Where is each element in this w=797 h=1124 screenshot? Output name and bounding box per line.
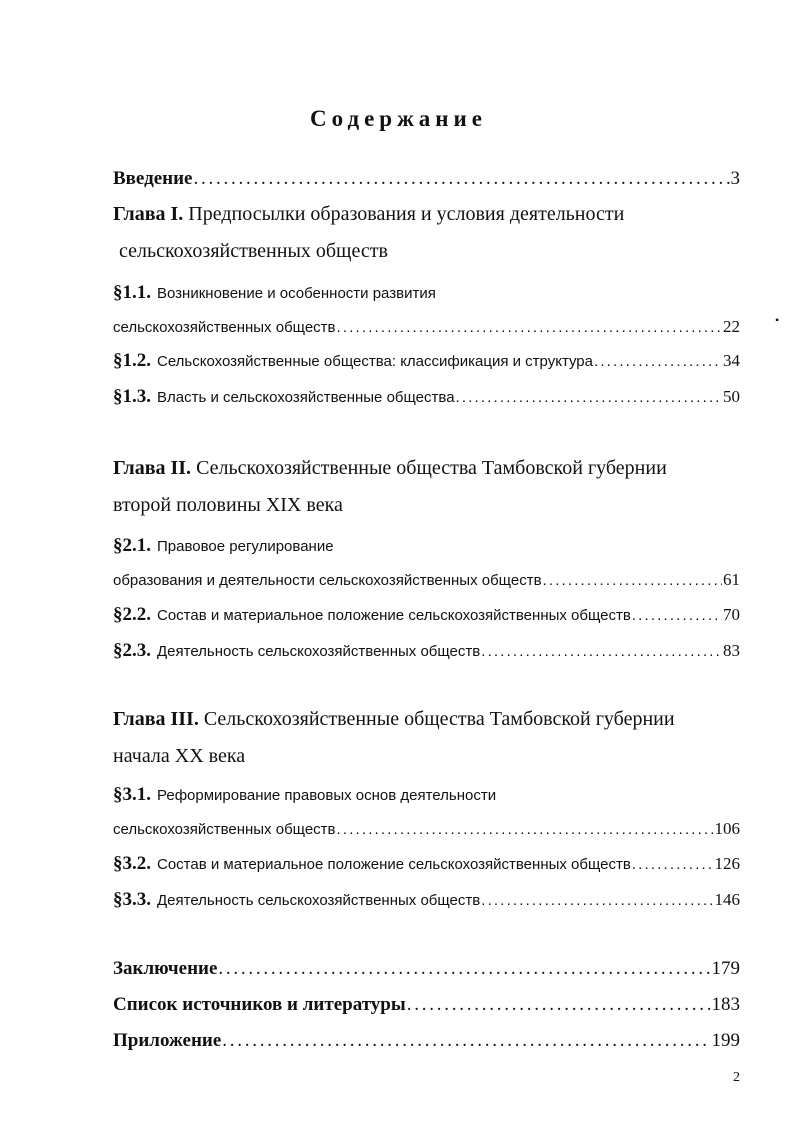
toc-label: Приложение — [113, 1030, 222, 1051]
toc-entry-sources[interactable] — [113, 994, 740, 1016]
section-title-cont: сельскохозяйственных обществ — [113, 319, 336, 336]
section-number: §2.3. — [113, 640, 151, 661]
toc-page: 50 — [723, 387, 740, 406]
toc-label: Список источников и литературы — [113, 994, 406, 1015]
dot-leader — [456, 389, 722, 406]
section-number: §1.2. — [113, 350, 151, 371]
section-title-cont: сельскохозяйственных обществ — [113, 821, 336, 838]
section-title: Правовое регулирование — [157, 538, 334, 555]
chapter-label: Глава II. — [113, 457, 192, 479]
chapter-title: Сельскохозяйственные общества Тамбовской губернии — [203, 708, 675, 730]
toc-label: Введение — [113, 168, 193, 189]
section-3-1[interactable] — [113, 784, 496, 806]
dot-leader — [222, 1030, 710, 1052]
toc-entry-appendix[interactable] — [113, 1030, 740, 1052]
chapter-label: Глава I. — [113, 203, 184, 225]
toc-page: 22 — [723, 317, 740, 336]
chapter-1-heading[interactable] — [113, 203, 624, 226]
section-number: §1.3. — [113, 386, 151, 407]
section-3-3[interactable] — [113, 889, 740, 911]
section-1-1-cont[interactable] — [113, 317, 740, 337]
chapter-1-heading-cont: сельскохозяйственных обществ — [119, 240, 388, 262]
chapter-title: Предпосылки образования и условия деятельности — [188, 203, 625, 225]
dot-leader — [194, 168, 730, 190]
scan-speck: • — [775, 313, 780, 327]
dot-leader — [407, 994, 711, 1016]
toc-entry-conclusion[interactable] — [113, 958, 740, 980]
dot-leader — [543, 572, 722, 589]
toc-page: 183 — [711, 994, 740, 1015]
section-title: Реформирование правовых основ деятельности — [157, 787, 497, 804]
chapter-title: Сельскохозяйственные общества Тамбовской губернии — [196, 457, 667, 479]
toc-page: 146 — [714, 890, 740, 909]
section-title: Сельскохозяйственные общества: классификация и структура — [157, 353, 593, 370]
toc-entry-intro[interactable] — [113, 168, 740, 190]
section-2-1-cont[interactable] — [113, 570, 740, 590]
section-number: §3.3. — [113, 889, 151, 910]
dot-leader — [632, 856, 714, 873]
chapter-label: Глава III. — [113, 708, 199, 730]
section-number: §2.1. — [113, 535, 151, 556]
section-number: §3.2. — [113, 853, 151, 874]
dot-leader — [594, 353, 722, 370]
dot-leader — [481, 643, 722, 660]
dot-leader — [337, 319, 722, 336]
section-title: Власть и сельскохозяйственные общества — [157, 389, 455, 406]
section-1-2[interactable] — [113, 350, 740, 372]
toc-page: 70 — [723, 605, 740, 624]
section-3-1-cont[interactable] — [113, 819, 740, 839]
toc-page: 106 — [714, 819, 740, 838]
section-1-3[interactable] — [113, 386, 740, 408]
dot-leader — [337, 821, 714, 838]
page-number: 2 — [733, 1070, 740, 1085]
toc-page: 34 — [723, 351, 740, 370]
page-title: Содержание — [310, 106, 487, 131]
dot-leader — [218, 958, 710, 980]
section-2-2[interactable] — [113, 604, 740, 626]
chapter-3-heading[interactable] — [113, 708, 675, 731]
toc-label: Заключение — [113, 958, 218, 979]
section-number: §1.1. — [113, 282, 151, 303]
toc-page: 126 — [714, 854, 740, 873]
section-number: §2.2. — [113, 604, 151, 625]
section-title: Деятельность сельскохозяйственных обществ — [157, 643, 481, 660]
section-title: Возникновение и особенности развития — [157, 285, 436, 302]
section-title: Состав и материальное положение сельскохозяйственных обществ — [157, 856, 631, 873]
chapter-2-heading[interactable] — [113, 457, 667, 480]
chapter-2-heading-cont: второй половины XIX века — [113, 494, 343, 516]
section-number: §3.1. — [113, 784, 151, 805]
section-2-1[interactable] — [113, 535, 334, 557]
chapter-3-heading-cont: начала XX века — [113, 745, 246, 767]
dot-leader — [632, 607, 722, 624]
section-2-3[interactable] — [113, 640, 740, 662]
toc-page: 199 — [711, 1030, 740, 1051]
section-title: Состав и материальное положение сельскохозяйственных обществ — [157, 607, 631, 624]
toc-page: 83 — [723, 641, 740, 660]
toc-page: 61 — [723, 570, 740, 589]
toc-page: 3 — [730, 168, 740, 189]
section-1-1[interactable] — [113, 282, 436, 304]
dot-leader — [481, 892, 713, 909]
section-title: Деятельность сельскохозяйственных обществ — [157, 892, 481, 909]
section-3-2[interactable] — [113, 853, 740, 875]
section-title-cont: образования и деятельности сельскохозяйственных обществ — [113, 572, 542, 589]
toc-page: 179 — [711, 958, 740, 979]
